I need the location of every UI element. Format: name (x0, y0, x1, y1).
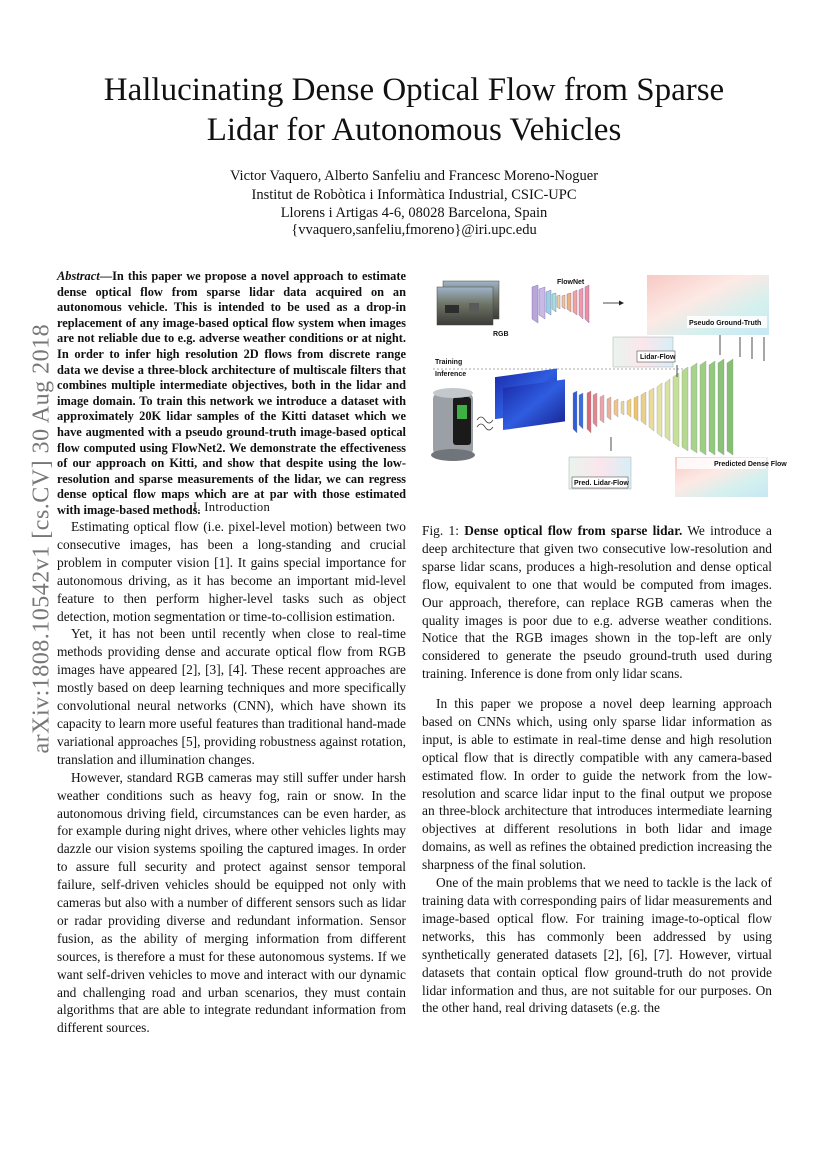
flownet-label: FlowNet (557, 279, 585, 286)
inference-label: Inference (435, 371, 467, 378)
title-line-2: Lidar for Autonomous Vehicles (206, 112, 622, 148)
lidar-sensor (431, 388, 475, 461)
main-network (573, 359, 733, 455)
lidar-flow-label: Lidar-Flow (640, 354, 676, 361)
email: {vvaquero,sanfeliu,fmoreno}@iri.upc.edu (291, 222, 537, 238)
right-column (422, 695, 772, 1017)
authors: Victor Vaquero, Alberto Sanfeliu and Francesc Moreno-Noguer (229, 168, 599, 184)
lidar-scans (477, 368, 565, 430)
paper-title (60, 70, 768, 150)
abstract (57, 269, 406, 519)
left-column (57, 518, 406, 1037)
address: Llorens i Artigas 4-6, 08028 Barcelona, Spain (280, 205, 548, 221)
title-line-1: Hallucinating Dense Optical Flow from Sparse (103, 72, 725, 108)
rgb-images (437, 281, 499, 325)
caption-text: We introduce a deep architecture that given two consecutive low-resolution and sparse lidar scans, produces a high-resolution and dense optical flow, equivalent to one that would be computed from images. Our approach, therefore, can replace RGB cameras when the quality images is poor due to e.g. adverse weather conditions. Notice that the RGB images shown in the top-left are only considered to generate the pseudo ground-truth used during training. Inference is done from only lidar scans. (422, 523, 772, 682)
pred-lidar-flow-label: Pred. Lidar-Flow (574, 480, 629, 487)
affiliation: Institut de Robòtica i Informàtica Industrial, CSIC-UPC (251, 187, 577, 203)
pseudo-gt-label: Pseudo Ground-Truth (689, 320, 762, 327)
flownet-block (532, 285, 589, 323)
paragraph: Estimating optical flow (i.e. pixel-level motion) between two consecutive images, has been a long-standing and crucial problem in computer vision [1]. It gains special importance for autonomous driving, as it has become an important mid-level feature to then perform higher-level tasks such as object detection, motion segmentation or time-to-collision estimation. (57, 519, 406, 624)
figure-caption (422, 522, 772, 683)
figure-1 (425, 265, 787, 497)
paragraph: However, standard RGB cameras may still suffer under harsh weather conditions such as heavy fog, rain or snow. In the autonomous driving field, circumstances can be even harder, as for example during night drives, where other vehicles lights may dazzle our vision systems spoiling the captured images. In order to assure full security and protect against sensor temporal failure, self-driven vehicles should be equipped not only with cameras but also with a number of different sensors such as lidar or radar providing diverse and redundant information. Sensor fusion, as the ability of merging information from different sources, is therefore a must for these autonomous systems. If we want self-driven vehicles to move and interact with our dynamic and challenging road and urban scenarios, they must contain algorithms that are able to integrate redundant information from different sources. (57, 769, 406, 1036)
predicted-dense-flow-label: Predicted Dense Flow (714, 461, 787, 468)
paragraph: One of the main problems that we need to tackle is the lack of training data with corresponding pairs of lidar measurements and image-based optical flow. For training image-to-optical flow networks, this has commonly been addressed by using synthetically generated datasets [2], [6], [7]. However, virtual datasets that contain optical flow ground-truth do not provide lidar information and thus, are not suitable for our purposes. On the other hand, real driving datasets (e.g. the (422, 875, 772, 1016)
caption-title: Dense optical flow from sparse lidar. (464, 523, 683, 538)
caption-label: Fig. 1: (422, 523, 465, 538)
abstract-label: Abstract (57, 269, 100, 283)
section-heading: I. Introduction (192, 500, 271, 514)
paragraph: Yet, it has not been until recently when close to real-time methods providing dense and accurate optical flow from RGB images have appeared [2], [3], [4]. These recent approaches are mostly based on deep learning techniques and more specifically convolutional neural networks (CNN), which have shown its capacity to learn more useful features than traditional hand-made variational approaches [5], providing robustness against rotation, translation and illumination changes. (57, 626, 406, 767)
arxiv-stamp: arXiv:1808.10542v1 [cs.CV] 30 Aug 2018 (28, 323, 55, 754)
training-label: Training (435, 359, 463, 366)
paragraph: In this paper we propose a novel deep learning approach based on CNNs which, using only sparse lidar information as input, is able to estimate in real-time dense and high resolution optical flow that is directly compatible with any camera-based estimated flow. In order to guide the network from the low-resolution and scarce lidar input to the final output we propose an three-block architecture that introduces intermediate learning objectives at different resolutions in both lidar and image domains, as well as refines the obtained prediction increasing the sharpness of the final solution. (422, 696, 772, 873)
rgb-label: RGB (493, 331, 509, 338)
abstract-text: —In this paper we propose a novel approach to estimate dense optical flow from sparse lidar data acquired on an autonomous vehicle. This is intended to be used as a drop-in replacement of any image-based optical flow system when images are not reliable due to e.g. adverse weather conditions or at night. In order to infer high resolution 2D flows from discrete range data we devise a three-block architecture of multiscale filters that combines multiple intermediate objectives, both in the lidar and image domain. To train this network we introduce a dataset with approximately 20K lidar samples of the Kitti dataset which we have augmented with a pseudo ground-truth image-based optical flow computed using FlowNet2. We demonstrate the effectiveness of our approach on Kitti, and show that despite using the low-resolution and sparse measurements of the lidar, we can regress dense optical flow maps which are at par with those estimated with image-based methods. (57, 269, 406, 517)
